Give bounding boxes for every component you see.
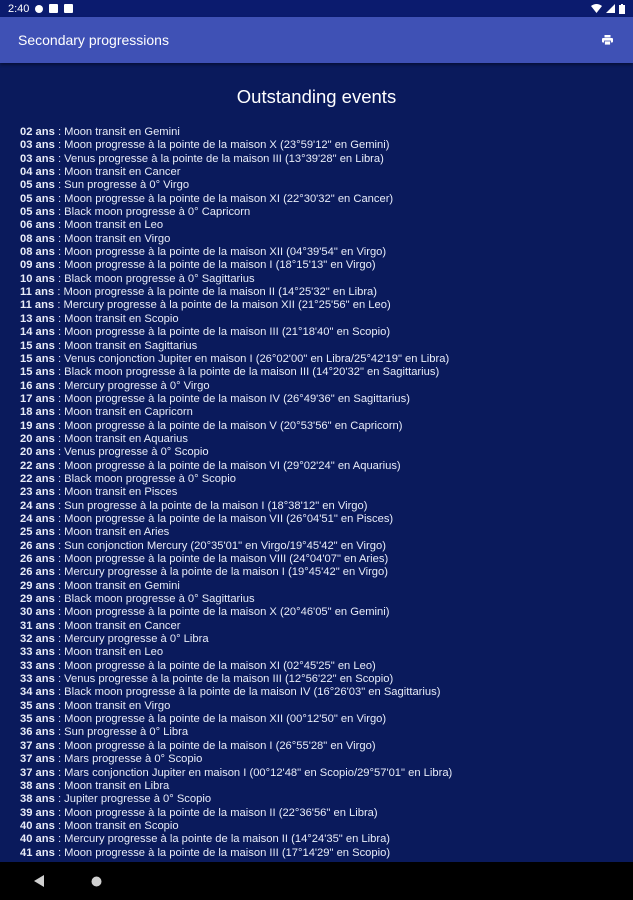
event-age: 40 ans [20,819,55,832]
event-age: 08 ans [20,246,55,259]
event-text: : Sun progresse à 0° Libra [54,726,189,739]
event-row [20,580,633,593]
event-row [20,353,633,366]
event-age: 14 ans [20,326,55,339]
event-age: 26 ans [20,566,55,579]
event-row [20,273,633,286]
event-text: : Sun progresse à 0° Virgo [54,179,190,192]
event-text: : Moon progresse à la pointe de la maison VI (29°02'24" en Aquarius) [54,459,401,472]
page-heading: Outstanding events [236,86,397,107]
event-row [20,526,633,539]
event-row [20,446,633,459]
event-text: : Sun conjonction Mercury (20°35'01" en Virgo/19°45'42" en Virgo) [54,539,386,552]
event-row [20,139,633,152]
event-row [20,313,633,326]
settings-notification-icon [35,5,43,13]
event-age: 15 ans [20,366,55,379]
event-text: : Mars conjonction Jupiter en maison I (00°12'48" en Scopio/29°57'01" en Libra) [54,766,453,779]
event-text: : Moon transit en Sagittarius [54,339,198,352]
event-row [20,153,633,166]
event-age: 02 ans [20,126,55,138]
app-bar [0,17,633,63]
event-age: 06 ans [20,219,55,232]
event-text: : Moon transit en Cancer [54,619,181,632]
event-text: : Moon transit en Libra [54,779,170,792]
event-age: 18 ans [20,406,55,419]
event-row [20,593,633,606]
event-age: 30 ans [20,606,55,619]
event-row [20,340,633,353]
event-text: : Black moon progresse à 0° Scopio [54,472,236,485]
events-list [0,126,633,860]
event-age: 29 ans [20,579,55,592]
event-row [20,259,633,272]
back-icon [34,875,45,887]
event-age: 40 ans [20,833,55,846]
event-row [20,366,633,379]
event-age: 33 ans [20,659,55,672]
event-row [20,166,633,179]
event-text: : Moon progresse à la pointe de la maison VIII (24°04'07" en Aries) [54,553,389,565]
event-text: : Moon progresse à la pointe de la maison V (20°53'56" en Capricorn) [54,419,403,432]
event-row [20,780,633,793]
event-age: 39 ans [20,806,55,819]
event-age: 31 ans [20,619,55,632]
event-row [20,726,633,739]
event-row [20,740,633,753]
status-right [591,4,625,14]
event-age: 25 ans [20,526,55,539]
event-row [20,633,633,646]
event-row [20,380,633,393]
home-button[interactable] [91,876,102,887]
event-row [20,767,633,780]
event-text: : Black moon progresse à 0° Sagittarius [54,593,255,606]
event-text: : Mercury progresse à 0° Virgo [54,379,210,392]
event-age: 20 ans [20,446,55,459]
event-text: : Moon transit en Pisces [54,486,178,499]
event-age: 37 ans [20,766,55,779]
event-row [20,126,633,139]
event-row [20,660,633,673]
events-scroll-view[interactable] [0,63,633,862]
event-text: : Moon transit en Capricorn [54,406,193,419]
event-row [20,326,633,339]
event-row [20,700,633,713]
event-text: : Moon progresse à la pointe de la maison XII (04°39'54" en Virgo) [54,246,387,259]
event-age: 13 ans [20,312,55,325]
event-age: 33 ans [20,673,55,686]
event-row [20,393,633,406]
event-text: : Jupiter progresse à 0° Scopio [54,793,212,806]
event-age: 32 ans [20,633,55,646]
event-text: : Mercury progresse à la pointe de la maison II (14°24'35" en Libra) [54,833,391,846]
event-age: 29 ans [20,593,55,606]
navigation-bar [0,862,633,900]
event-text: : Venus conjonction Jupiter en maison I (26°02'00" en Libra/25°42'19" en Libra) [54,352,450,365]
event-text: : Moon transit en Virgo [54,232,171,245]
event-age: 16 ans [20,379,55,392]
event-text: : Moon transit en Scopio [54,819,179,832]
event-age: 10 ans [20,272,55,285]
event-text: : Moon transit en Scopio [54,312,179,325]
event-row [20,486,633,499]
sd-card-icon [64,4,73,13]
event-text: : Moon progresse à la pointe de la maison II (22°36'56" en Libra) [54,806,378,819]
event-age: 37 ans [20,739,55,752]
event-row [20,820,633,833]
event-text: : Black moon progresse à 0° Sagittarius [54,272,255,285]
event-row [20,460,633,473]
event-row [20,179,633,192]
event-text: : Moon progresse à la pointe de la maison III (17°14'29" en Scopio) [54,846,391,859]
event-text: : Moon transit en Cancer [54,166,181,179]
app-notification-icon [49,4,58,13]
event-text: : Moon transit en Aries [54,526,170,539]
battery-icon [619,4,625,14]
event-text: : Venus progresse à 0° Scopio [54,446,209,459]
event-row [20,673,633,686]
event-row [20,847,633,860]
event-age: 08 ans [20,232,55,245]
event-age: 33 ans [20,646,55,659]
status-left [8,3,73,15]
event-row [20,807,633,820]
event-row [20,193,633,206]
event-age: 04 ans [20,166,55,179]
app-title: Secondary progressions [18,32,169,48]
print-icon [602,35,613,45]
event-age: 15 ans [20,352,55,365]
event-age: 38 ans [20,793,55,806]
event-row [20,513,633,526]
event-text: : Moon progresse à la pointe de la maison XI (22°30'32" en Cancer) [54,192,394,205]
event-text: : Venus progresse à la pointe de la maison III (13°39'28" en Libra) [54,152,384,165]
event-age: 24 ans [20,512,55,525]
event-age: 41 ans [20,846,55,859]
event-text: : Sun progresse à la pointe de la maison I (18°38'12" en Virgo) [54,499,368,512]
event-text: : Moon progresse à la pointe de la maison X (23°59'12" en Gemini) [54,139,390,152]
event-age: 05 ans [20,206,55,219]
event-row [20,793,633,806]
event-text: : Mercury progresse à 0° Libra [54,633,209,646]
event-age: 15 ans [20,339,55,352]
print-button[interactable] [597,30,617,50]
event-text: : Mercury progresse à la pointe de la maison I (19°45'42" en Virgo) [54,566,388,579]
event-text: : Mercury progresse à la pointe de la maison XII (21°25'56" en Leo) [54,299,391,312]
event-row [20,833,633,846]
event-text: : Moon progresse à la pointe de la maison II (14°25'32" en Libra) [54,286,377,299]
event-age: 23 ans [20,486,55,499]
event-text: : Moon progresse à la pointe de la maison XII (00°12'50" en Virgo) [54,713,387,726]
event-age: 11 ans [20,299,55,312]
event-row [20,219,633,232]
event-row [20,606,633,619]
event-age: 19 ans [20,419,55,432]
event-age: 35 ans [20,713,55,726]
event-row [20,233,633,246]
event-text: : Moon transit en Virgo [54,699,171,712]
event-age: 36 ans [20,726,55,739]
event-age: 20 ans [20,432,55,445]
event-text: : Venus progresse à la pointe de la maison III (12°56'22" en Scopio) [54,673,394,686]
event-age: 37 ans [20,753,55,766]
event-age: 05 ans [20,192,55,205]
event-text: : Moon progresse à la pointe de la maison I (26°55'28" en Virgo) [54,739,376,752]
event-row [20,753,633,766]
status-bar [0,0,633,17]
event-age: 05 ans [20,179,55,192]
event-text: : Moon progresse à la pointe de la maison XI (02°45'25" en Leo) [54,659,376,672]
event-row [20,299,633,312]
wifi-icon [591,4,602,13]
event-age: 03 ans [20,152,55,165]
status-time: 2:40 [8,2,30,15]
event-age: 22 ans [20,459,55,472]
event-text: : Moon progresse à la pointe de la maison III (21°18'40" en Scopio) [54,326,391,339]
event-row [20,206,633,219]
event-age: 24 ans [20,499,55,512]
event-text: : Moon transit en Leo [54,219,164,232]
event-row [20,500,633,513]
event-row [20,686,633,699]
event-row [20,566,633,579]
event-row [20,406,633,419]
event-age: 22 ans [20,472,55,485]
event-text: : Moon transit en Gemini [54,579,180,592]
event-row [20,553,633,566]
event-age: 17 ans [20,392,55,405]
event-row [20,713,633,726]
event-age: 11 ans [20,286,55,299]
home-icon [91,876,102,887]
event-text: : Moon progresse à la pointe de la maison IV (26°49'36" en Sagittarius) [54,392,410,405]
event-row [20,246,633,259]
event-text: : Moon transit en Gemini [54,126,180,138]
event-text: : Moon transit en Aquarius [54,432,188,445]
event-age: 34 ans [20,686,55,699]
event-age: 26 ans [20,553,55,565]
event-age: 26 ans [20,539,55,552]
event-text: : Black moon progresse à la pointe de la maison IV (16°26'03" en Sagittarius) [54,686,441,699]
event-text: : Black moon progresse à la pointe de la maison III (14°20'32" en Sagittarius) [54,366,440,379]
event-text: : Moon transit en Leo [54,646,164,659]
event-text: : Mars progresse à 0° Scopio [54,753,203,766]
event-age: 35 ans [20,699,55,712]
event-row [20,473,633,486]
event-age: 38 ans [20,779,55,792]
event-age: 09 ans [20,259,55,272]
event-row [20,646,633,659]
event-row [20,286,633,299]
event-text: : Black moon progresse à 0° Capricorn [54,206,251,219]
event-text: : Moon progresse à la pointe de la maison X (20°46'05" en Gemini) [54,606,390,619]
event-row [20,433,633,446]
event-text: : Moon progresse à la pointe de la maison I (18°15'13" en Virgo) [54,259,376,272]
event-age: 03 ans [20,139,55,152]
back-button[interactable] [34,875,45,887]
event-row [20,620,633,633]
event-row [20,540,633,553]
event-text: : Moon progresse à la pointe de la maison VII (26°04'51" en Pisces) [54,512,394,525]
event-row [20,420,633,433]
signal-icon [606,4,615,13]
